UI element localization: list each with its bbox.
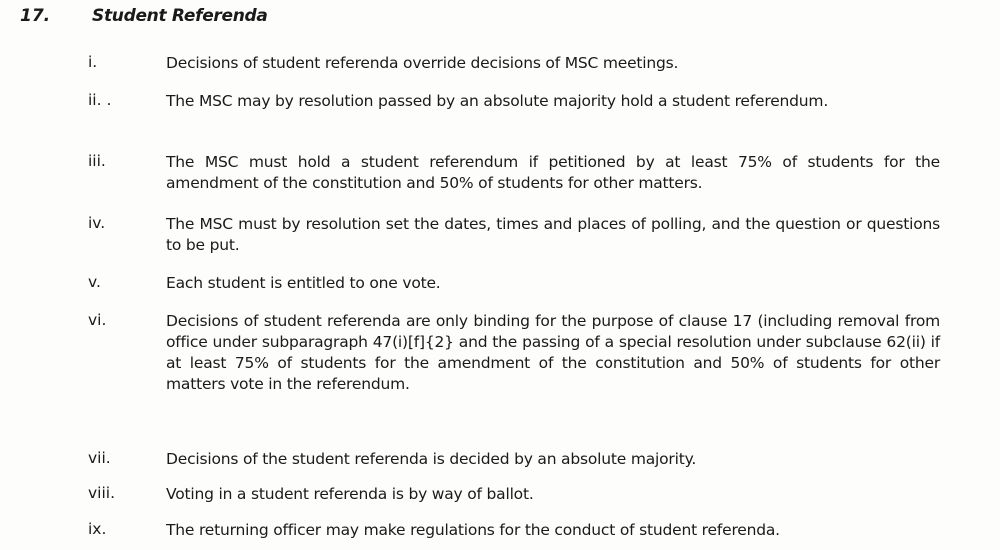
- item-text: Decisions of student referenda override decisions of MSC meetings.: [166, 54, 679, 72]
- item-number: viii.: [88, 484, 116, 502]
- item-text: The MSC must hold a student referendum if petitioned by at least 75% of students for the amendment of the constitution and 50% of students for other matters.: [166, 153, 940, 192]
- item-number: ix.: [88, 520, 107, 538]
- item-number: vi.: [88, 311, 107, 329]
- item-text: The returning officer may make regulations for the conduct of student referenda.: [166, 521, 780, 539]
- item-number: vii.: [88, 449, 111, 467]
- item-number: v.: [88, 273, 101, 291]
- item-number: iii.: [88, 152, 106, 170]
- item-text: Voting in a student referenda is by way of ballot.: [166, 485, 534, 503]
- item-text: Each student is entitled to one vote.: [166, 274, 441, 292]
- item-number: iv.: [88, 214, 106, 232]
- item-text: The MSC must by resolution set the dates, times and places of polling, and the question or questions to be put.: [166, 215, 940, 254]
- item-number: i.: [88, 53, 98, 71]
- item-text: Decisions of the student referenda is decided by an absolute majority.: [166, 450, 697, 468]
- item-number: ii. .: [88, 91, 112, 109]
- item-text: Decisions of student referenda are only binding for the purpose of clause 17 (including removal from office under subparagraph 47(i)[f]{2} and the passing of a special resolution under subclause 62(ii) if at least 75% of students for the amendment of the constitution and 50% of students for other matters vote in the referendum.: [166, 312, 940, 393]
- section-title: Student Referenda: [92, 6, 268, 26]
- section-number: 17.: [20, 6, 51, 26]
- item-text: The MSC may by resolution passed by an absolute majority hold a student referendum.: [166, 92, 829, 110]
